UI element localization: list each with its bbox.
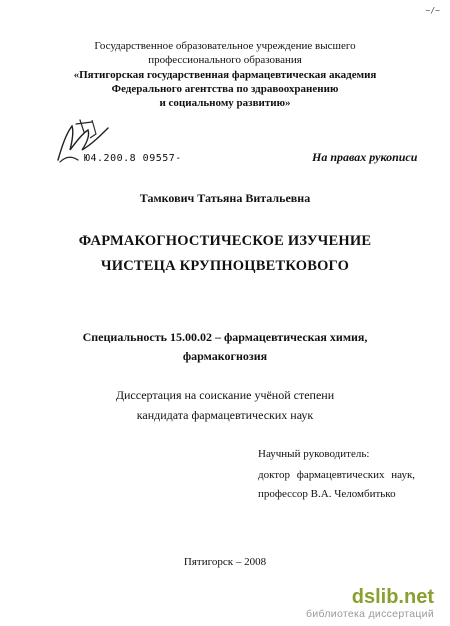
specialty-line-1: Специальность 15.00.02 – фармацевтическая химия, [82,330,368,344]
watermark-caption: библиотека диссертаций [306,608,434,620]
supervisor-name: профессор В.А. Челомбитько [258,488,396,500]
author-name: Тамкович Татьяна Витальевна [139,191,311,205]
degree-line-2: кандидата фармацевтических наук [136,408,314,422]
institution-line-3: «Пятигорская государственная фармацевтическая академия [73,69,377,81]
dissertation-title-line-2: ЧИСТЕЦА КРУПНОЦВЕТКОВОГО [100,258,350,274]
institution-line-4: Федерального агентства по здравоохранению [111,83,339,95]
city-year: Пятигорск – 2008 [183,556,267,568]
institution-line-1: Государственное образовательное учреждение высшего [94,40,356,52]
specialty-line-2: фармакогнозия [182,349,268,363]
institution-line-5: и социальному развитию» [159,97,291,109]
watermark-brand: dslib.net [351,586,434,608]
corner-mark: ~/~ [425,6,440,15]
degree-line-1: Диссертация на соискание учёной степени [115,388,335,402]
institution-line-2: профессионального образования [148,54,302,66]
registration-number: Ю4.200.8 09557- [84,153,182,164]
supervisor-label: Научный руководитель: [258,448,370,460]
dissertation-title-line-1: ФАРМАКОГНОСТИЧЕСКОЕ ИЗУЧЕНИЕ [78,233,372,249]
supervisor-degree: доктор фармацевтических наук, [258,469,416,481]
manuscript-note: На правах рукописи [312,150,418,164]
